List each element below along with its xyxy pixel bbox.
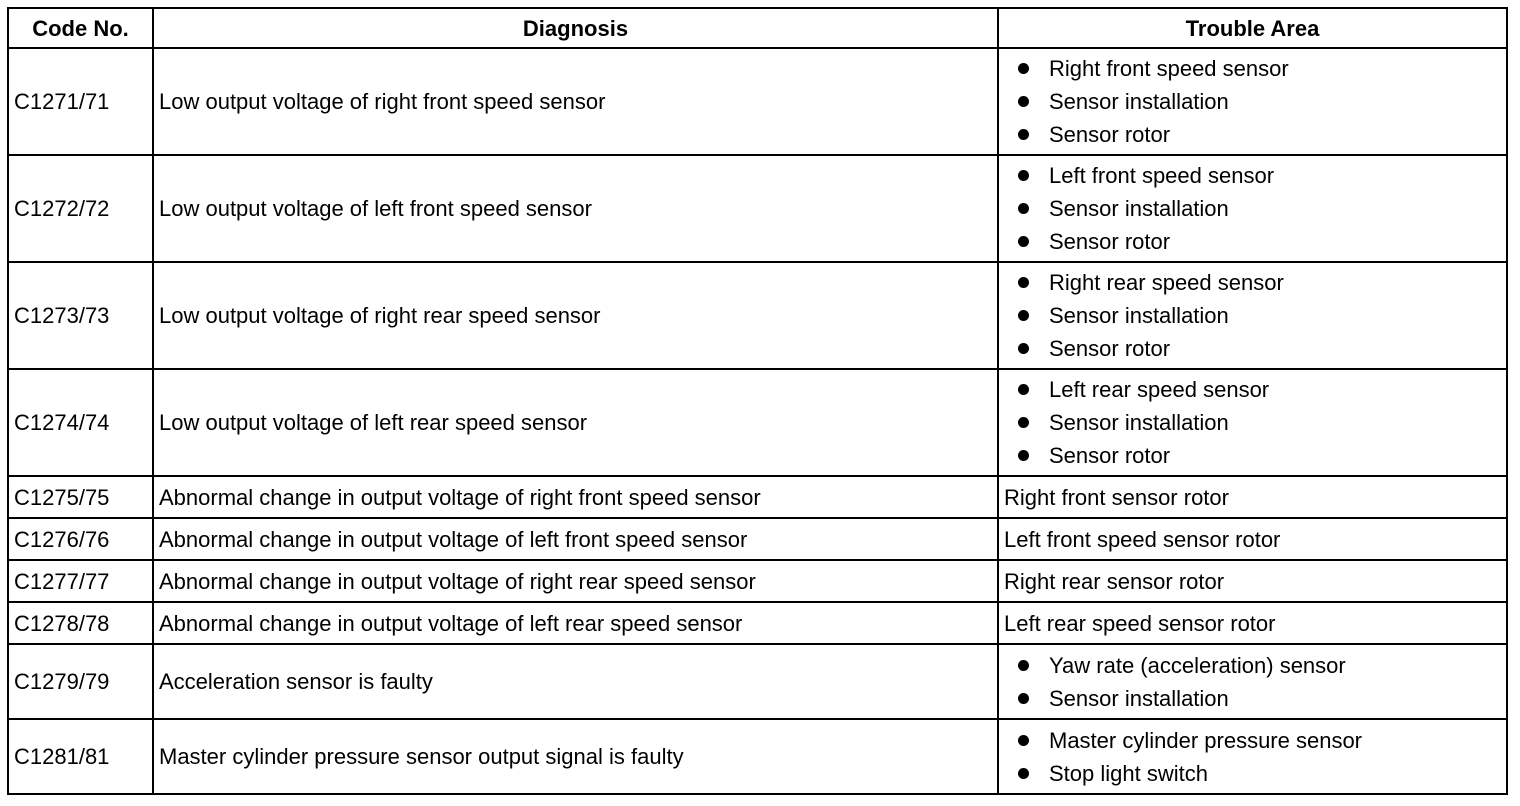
bullet-icon xyxy=(1018,735,1029,746)
bullet-icon xyxy=(1018,450,1029,461)
list-item xyxy=(1018,159,1501,192)
diagnosis-cell: Low output voltage of right front speed sensor xyxy=(153,48,998,155)
trouble-area-item: Right rear sensor rotor xyxy=(1004,568,1225,594)
trouble-area-cell xyxy=(998,476,1507,518)
bullet-icon xyxy=(1018,693,1029,704)
code-cell: C1271/71 xyxy=(8,48,153,155)
list-item xyxy=(1018,724,1501,757)
trouble-area-item: Sensor rotor xyxy=(1049,336,1171,361)
bullet-icon xyxy=(1018,63,1029,74)
bullet-icon xyxy=(1018,129,1029,140)
code-cell: C1273/73 xyxy=(8,262,153,369)
trouble-area-cell xyxy=(998,262,1507,369)
header-trouble-area: Trouble Area xyxy=(998,8,1507,48)
trouble-area-item: Yaw rate (acceleration) sensor xyxy=(1049,652,1346,678)
table-header-row xyxy=(8,8,1507,48)
bullet-icon xyxy=(1018,96,1029,107)
list-item xyxy=(1018,682,1501,715)
list-item xyxy=(1018,266,1501,299)
list-item xyxy=(1018,118,1501,151)
code-cell: C1274/74 xyxy=(8,369,153,476)
list-item xyxy=(1018,373,1501,406)
bullet-icon xyxy=(1018,170,1029,181)
diagnosis-cell: Low output voltage of left front speed sensor xyxy=(153,155,998,262)
code-cell: C1279/79 xyxy=(8,644,153,719)
trouble-area-item: Sensor rotor xyxy=(1049,229,1171,254)
trouble-area-cell xyxy=(998,369,1507,476)
table-row xyxy=(8,476,1507,518)
bullet-icon xyxy=(1018,384,1029,395)
trouble-area-item: Right rear speed sensor xyxy=(1049,270,1284,295)
table-row xyxy=(8,644,1507,719)
list-item xyxy=(1018,757,1501,790)
list-item xyxy=(1018,439,1501,472)
bullet-icon xyxy=(1018,660,1029,671)
header-diagnosis: Diagnosis xyxy=(153,8,998,48)
table-row xyxy=(8,48,1507,155)
bullet-icon xyxy=(1018,203,1029,214)
diagnosis-cell: Abnormal change in output voltage of right front speed sensor xyxy=(153,476,998,518)
table-row xyxy=(8,155,1507,262)
table-row xyxy=(8,518,1507,560)
trouble-area-item: Sensor installation xyxy=(1049,303,1229,328)
bullet-icon xyxy=(1018,277,1029,288)
trouble-area-cell xyxy=(998,602,1507,644)
table-row xyxy=(8,560,1507,602)
list-item xyxy=(1018,299,1501,332)
trouble-area-cell xyxy=(998,644,1507,719)
trouble-area-cell xyxy=(998,719,1507,794)
code-cell: C1281/81 xyxy=(8,719,153,794)
bullet-icon xyxy=(1018,310,1029,321)
trouble-area-list xyxy=(1004,373,1501,472)
header-code-no: Code No. xyxy=(8,8,153,48)
diagnosis-cell: Low output voltage of left rear speed sensor xyxy=(153,369,998,476)
bullet-icon xyxy=(1018,768,1029,779)
trouble-area-item: Sensor installation xyxy=(1049,196,1229,221)
bullet-icon xyxy=(1018,343,1029,354)
trouble-area-item: Sensor installation xyxy=(1049,89,1229,114)
trouble-area-item: Left front speed sensor rotor xyxy=(1004,526,1281,552)
diagnosis-cell: Acceleration sensor is faulty xyxy=(153,644,998,719)
table-row xyxy=(8,719,1507,794)
list-item xyxy=(1018,52,1501,85)
table-row xyxy=(8,369,1507,476)
trouble-area-list xyxy=(1004,649,1501,715)
trouble-area-item: Left rear speed sensor rotor xyxy=(1004,610,1276,636)
trouble-area-item: Sensor rotor xyxy=(1049,443,1171,468)
trouble-area-item: Right front speed sensor xyxy=(1049,56,1289,81)
code-cell: C1272/72 xyxy=(8,155,153,262)
list-item xyxy=(1018,332,1501,365)
table-row xyxy=(8,602,1507,644)
trouble-area-item: Left front speed sensor xyxy=(1049,163,1275,188)
diagnosis-cell: Low output voltage of right rear speed sensor xyxy=(153,262,998,369)
trouble-area-list xyxy=(1004,52,1501,151)
diagnosis-cell: Abnormal change in output voltage of left rear speed sensor xyxy=(153,602,998,644)
trouble-area-list xyxy=(1004,266,1501,365)
code-cell: C1275/75 xyxy=(8,476,153,518)
trouble-area-item: Master cylinder pressure sensor xyxy=(1049,727,1363,753)
trouble-area-item: Sensor installation xyxy=(1049,685,1229,711)
diagnostic-code-table xyxy=(7,7,1508,795)
trouble-area-cell xyxy=(998,518,1507,560)
code-cell: C1276/76 xyxy=(8,518,153,560)
trouble-area-item: Stop light switch xyxy=(1049,760,1208,786)
list-item xyxy=(1018,406,1501,439)
list-item xyxy=(1018,85,1501,118)
trouble-area-item: Left rear speed sensor xyxy=(1049,377,1270,402)
list-item xyxy=(1018,225,1501,258)
list-item xyxy=(1018,649,1501,682)
table-body xyxy=(8,48,1507,794)
trouble-area-item: Sensor rotor xyxy=(1049,122,1171,147)
bullet-icon xyxy=(1018,417,1029,428)
diagnosis-cell: Abnormal change in output voltage of left front speed sensor xyxy=(153,518,998,560)
trouble-area-item: Right front sensor rotor xyxy=(1004,484,1229,510)
diagnosis-cell: Master cylinder pressure sensor output signal is faulty xyxy=(153,719,998,794)
diagnosis-cell: Abnormal change in output voltage of right rear speed sensor xyxy=(153,560,998,602)
trouble-area-cell xyxy=(998,48,1507,155)
code-cell: C1277/77 xyxy=(8,560,153,602)
trouble-area-cell xyxy=(998,155,1507,262)
list-item xyxy=(1018,192,1501,225)
trouble-area-cell xyxy=(998,560,1507,602)
bullet-icon xyxy=(1018,236,1029,247)
trouble-area-item: Sensor installation xyxy=(1049,410,1229,435)
trouble-area-list xyxy=(1004,724,1501,790)
code-cell: C1278/78 xyxy=(8,602,153,644)
table-row xyxy=(8,262,1507,369)
trouble-area-list xyxy=(1004,159,1501,258)
